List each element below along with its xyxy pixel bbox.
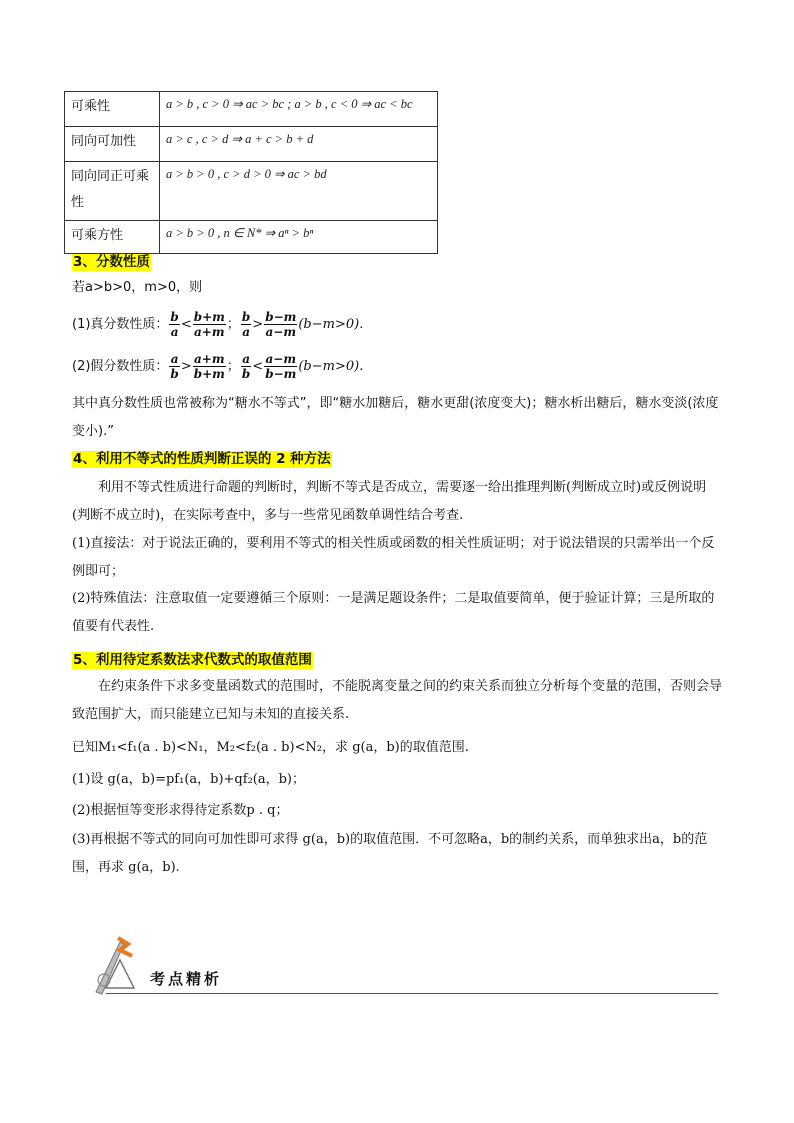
section-heading-fraction-properties: 3、分数性质 xyxy=(73,254,150,270)
footer-divider xyxy=(106,993,718,994)
table-row xyxy=(65,221,438,254)
property-formula: a > c , c > d ⇒ a + c > b + d xyxy=(160,127,438,162)
direct-method: (1)直接法：对于说法正确的，要利用不等式的相关性质或函数的相关性质证明；对于说法错误的只需举出一个反例即可； xyxy=(72,536,715,579)
judgment-intro: 利用不等式性质进行命题的判断时，判断不等式是否成立，需要逐一给出推理判断(判断成立时)或反例说明(判断不成立时)，在实际考查中，多与一些常见函数单调性结合考查. xyxy=(72,480,707,523)
table-row xyxy=(65,162,438,221)
property-formula: a > b > 0 , n ∈ N* ⇒ aⁿ > bⁿ xyxy=(160,221,438,254)
false-fraction-property: (2)假分数性质： $\frac{a}{b}$ > $\frac{a+m}{b+m}$ ； $\frac{a}{b}$ < $\frac{a-m}{b-m}$ (b−m>0). xyxy=(72,352,364,381)
step-1: (1)设 g(a，b)=pf₁(a，b)+qf₂(a，b)； xyxy=(72,772,305,787)
sugar-water-note: 其中真分数性质也常被称为“糖水不等式”，即“糖水加糖后，糖水更甜(浓度变大)；糖水析出糖后，糖水变淡(浓度变小).” xyxy=(72,396,719,439)
property-name: 同向同正可乘性 xyxy=(65,162,160,221)
step-2: (2)根据恒等变形求得待定系数p . q； xyxy=(72,803,289,818)
section-heading-judgment-methods: 4、利用不等式的性质判断正误的 2 种方法 xyxy=(73,451,331,467)
fraction: $\frac{a+m}{b+m}$ xyxy=(193,352,225,381)
true-fraction-condition: (b−m>0). xyxy=(298,317,364,332)
property-name: 可乘方性 xyxy=(65,221,160,254)
true-fraction-label: (1)真分数性质： xyxy=(72,317,169,332)
false-fraction-label: (2)假分数性质： xyxy=(72,359,169,374)
section-heading-undetermined-coefficients: 5、利用待定系数法求代数式的取值范围 xyxy=(73,652,312,668)
true-fraction-property: (1)真分数性质： $\frac{b}{a}$ < $\frac{b+m}{a+m}$ ； $\frac{b}{a}$ > $\frac{b-m}{a-m}$ (b−m>0). xyxy=(72,310,364,339)
false-fraction-condition: (b−m>0). xyxy=(298,359,364,374)
special-value-method: (2)特殊值法：注意取值一定要遵循三个原则：一是满足题设条件；二是取值要简单，便于验证计算；三是所取的值要有代表性. xyxy=(72,591,715,634)
given-condition: 已知M₁<f₁(a . b)<N₁，M₂<f₂(a . b)<N₂，求 g(a，b)的取值范围. xyxy=(72,740,469,755)
fraction: $\frac{a}{b}$ xyxy=(170,352,179,381)
property-name: 可乘性 xyxy=(65,92,160,127)
premise-text: 若a>b>0，m>0，则 xyxy=(72,280,203,295)
property-formula: a > b > 0 , c > d > 0 ⇒ ac > bd xyxy=(160,162,438,221)
fraction: $\frac{b}{a}$ xyxy=(170,310,179,339)
step-3: (3)再根据不等式的同向可加性即可求得 g(a，b)的取值范围．不可忽略a，b的制约关系，而单独求出a，b的范围，再求 g(a，b). xyxy=(72,832,708,875)
inequality-properties-table xyxy=(64,91,438,254)
section-label-key-points: 考点精析 xyxy=(150,970,223,988)
fraction: $\frac{b+m}{a+m}$ xyxy=(193,310,225,339)
fraction: $\frac{b}{a}$ xyxy=(241,310,251,339)
coefficients-intro: 在约束条件下求多变量函数式的范围时，不能脱离变量之间的约束关系而独立分析每个变量的范围，否则会导致范围扩大，而只能建立已知与未知的直接关系. xyxy=(72,679,723,722)
fraction: $\frac{a}{b}$ xyxy=(241,352,251,381)
ruler-pencil-logo-icon xyxy=(90,930,150,1000)
fraction: $\frac{b-m}{a-m}$ xyxy=(265,310,297,339)
table-row xyxy=(65,92,438,127)
fraction: $\frac{a-m}{b-m}$ xyxy=(265,352,297,381)
table-row xyxy=(65,127,438,162)
property-name: 同向可加性 xyxy=(65,127,160,162)
property-formula: a > b , c > 0 ⇒ ac > bc ; a > b , c < 0 ⇒ ac < bc xyxy=(160,92,438,127)
